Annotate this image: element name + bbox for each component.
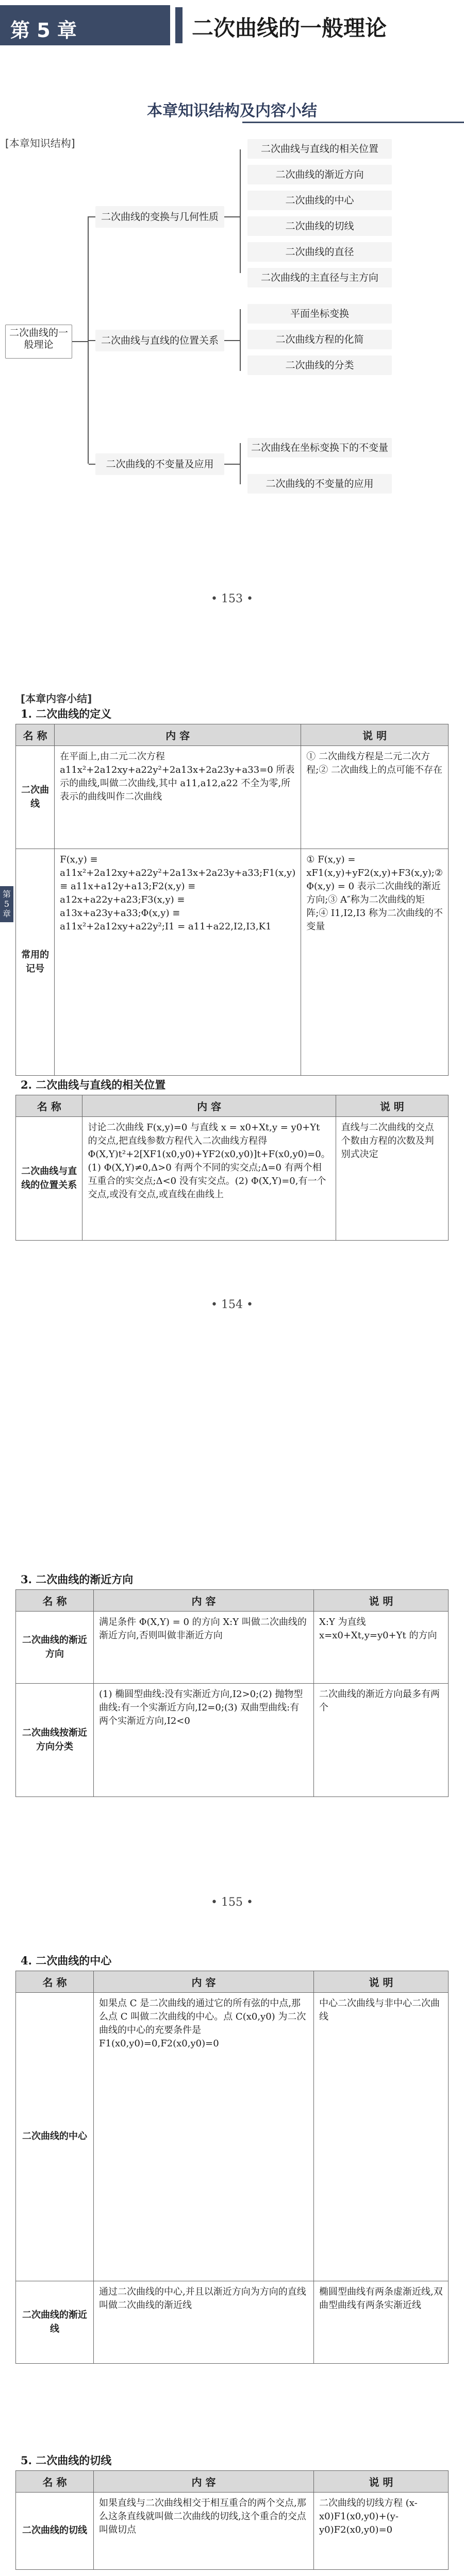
col-header: 名 称 — [16, 1590, 94, 1612]
col-header: 内 容 — [82, 1095, 336, 1117]
map-leaf: 二次曲线方程的化简 — [247, 330, 392, 349]
summary-tag: [本章内容小结] — [21, 692, 92, 705]
table-row — [16, 849, 449, 1076]
table-asymptotic — [15, 1589, 449, 1797]
row-name: 二次曲线的渐近方向 — [16, 1612, 94, 1684]
row-content: 在平面上,由二元二次方程 a11x²+2a12xy+a22y²+2a13x+2a23y+a33=0 所表示的曲线,叫做二次曲线,其中 a11,a12,a22 不全为零,所表示的曲线叫作二次曲线 — [55, 746, 301, 849]
col-header: 内 容 — [55, 724, 301, 746]
col-header: 说 明 — [314, 1971, 449, 1993]
table-row — [16, 746, 449, 849]
map-mid-2: 二次曲线与直线的位置关系 — [95, 330, 224, 351]
map-connector — [224, 340, 240, 341]
map-connector — [89, 216, 95, 217]
col-header: 说 明 — [301, 724, 449, 746]
map-connector — [240, 443, 241, 484]
section-5-title: 5. 二次曲线的切线 — [21, 2454, 112, 2467]
table-tangent — [15, 2470, 449, 2570]
row-content: (1) 椭圆型曲线:没有实渐近方向,I2>0;(2) 抛物型曲线:有一个实渐近方向,I2=0;(3) 双曲型曲线:有两个实渐近方向,I2<0 — [94, 1684, 314, 1797]
summary-rule — [242, 122, 464, 123]
map-connector — [240, 149, 241, 273]
map-connector — [224, 216, 240, 217]
row-content: 如果点 C 是二次曲线的通过它的所有弦的中点,那么点 C 叫做二次曲线的中心。点 C(x0,y0) 为二次曲线的中心的充要条件是 F1(x0,y0)=0,F2(x0,y0)=0 — [94, 1993, 314, 2281]
section-2-title: 2. 二次曲线与直线的相关位置 — [21, 1078, 166, 1091]
page-number: • 153 • — [211, 592, 253, 605]
map-mid-3: 二次曲线的不变量及应用 — [95, 453, 224, 475]
table-center — [15, 1971, 449, 2364]
table-row — [16, 1684, 449, 1797]
row-content: 通过二次曲线的中心,并且以渐近方向为方向的直线叫做二次曲线的渐近线 — [94, 2281, 314, 2364]
row-note: ① 二次曲线方程是二元二次方程;② 二次曲线上的点可能不存在 — [301, 746, 449, 849]
page-number: • 155 • — [211, 1896, 253, 1909]
row-name: 二次曲线的中心 — [16, 1993, 94, 2281]
col-header: 说 明 — [314, 2471, 449, 2493]
section-1-title: 1. 二次曲线的定义 — [21, 707, 112, 720]
table-row — [16, 1993, 449, 2281]
col-header: 说 明 — [314, 1590, 449, 1612]
col-header: 名 称 — [16, 2471, 94, 2493]
section-3-title: 3. 二次曲线的渐近方向 — [21, 1573, 134, 1586]
chapter-number-box — [0, 5, 170, 45]
map-leaf: 平面坐标变换 — [247, 304, 392, 324]
table-row — [16, 2493, 449, 2570]
table-row — [16, 1612, 449, 1684]
table-definition — [15, 724, 449, 1076]
map-connector — [72, 341, 88, 342]
section-4-title: 4. 二次曲线的中心 — [21, 1954, 112, 1967]
table-header-row — [16, 1971, 449, 1993]
row-note: X:Y 为直线 x=x0+Xt,y=y0+Yt 的方向 — [314, 1612, 449, 1684]
map-root: 二次曲线的一般理论 — [5, 325, 72, 359]
map-connector — [89, 340, 95, 341]
row-content: 如果直线与二次曲线相交于相互重合的两个交点,那么这条直线就叫做二次曲线的切线,这个重合的交点叫做切点 — [94, 2493, 314, 2570]
table-header-row — [16, 1095, 449, 1117]
map-connector — [224, 464, 240, 465]
map-connector — [89, 464, 95, 465]
map-leaf: 二次曲线与直线的相关位置 — [247, 139, 392, 159]
col-header: 说 明 — [336, 1095, 448, 1117]
row-name: 二次曲线 — [16, 746, 55, 849]
map-leaf: 二次曲线的不变量的应用 — [247, 474, 392, 494]
col-header: 名 称 — [16, 1095, 82, 1117]
map-connector — [240, 309, 241, 371]
chapter-number: 第 5 章 — [10, 19, 77, 42]
page-number: • 154 • — [211, 1298, 253, 1311]
chapter-side-tab: 第5章 — [0, 886, 13, 922]
col-header: 内 容 — [94, 1590, 314, 1612]
table-row — [16, 2281, 449, 2364]
chapter-header — [0, 0, 464, 49]
chapter-title: 二次曲线的一般理论 — [192, 15, 387, 41]
map-leaf: 二次曲线的渐近方向 — [247, 165, 392, 184]
table-header-row — [16, 724, 449, 746]
row-content: F(x,y) ≡ a11x²+2a12xy+a22y²+2a13x+2a23y+a33;F1(x,y) ≡ a11x+a12y+a13;F2(x,y) ≡ a12x+a22y+a23;F3(x,y) ≡ a13x+a23y+a33;Φ(x,y) ≡ a11x²+2a12xy+a22y²;I1 = a11+a22,I2,I3,K1 — [55, 849, 301, 1076]
map-leaf: 二次曲线的分类 — [247, 355, 392, 375]
chapter-title-bar — [175, 7, 183, 43]
map-leaf: 二次曲线的切线 — [247, 216, 392, 236]
table-position — [15, 1095, 449, 1241]
row-note: 椭圆型曲线有两条虚渐近线,双曲型曲线有两条实渐近线 — [314, 2281, 449, 2364]
row-name: 二次曲线的切线 — [16, 2493, 94, 2570]
row-content: 讨论二次曲线 F(x,y)=0 与直线 x = x0+Xt,y = y0+Yt 的交点,把直线参数方程代入二次曲线方程得 Φ(X,Y)t²+2[XF1(x0,y0)+YF2(x0,y0)]t+F(x0,y0)=0。(1) Φ(X,Y)≠0,Δ>0 有两个不同的实交点;Δ=0 有两个相互重合的实交点;Δ<0 没有实交点。(2) Φ(X,Y)=0,有一个交点,或没有交点,或直线在曲线上 — [82, 1117, 336, 1241]
row-name: 常用的记号 — [16, 849, 55, 1076]
row-note: 二次曲线的渐近方向最多有两个 — [314, 1684, 449, 1797]
map-mid-1: 二次曲线的变换与几何性质 — [95, 206, 224, 228]
map-leaf: 二次曲线的直径 — [247, 242, 392, 262]
map-leaf: 二次曲线的中心 — [247, 191, 392, 210]
map-leaf: 二次曲线在坐标变换下的不变量 — [247, 438, 392, 457]
map-leaf: 二次曲线的主直径与主方向 — [247, 268, 392, 287]
col-header: 名 称 — [16, 724, 55, 746]
structure-tag: [本章知识结构] — [5, 137, 75, 149]
table-header-row — [16, 1590, 449, 1612]
col-header: 内 容 — [94, 2471, 314, 2493]
row-name: 二次曲线按渐近方向分类 — [16, 1684, 94, 1797]
table-row — [16, 1117, 449, 1241]
table-header-row — [16, 2471, 449, 2493]
row-name: 二次曲线的渐近线 — [16, 2281, 94, 2364]
row-note: 中心二次曲线与非中心二次曲线 — [314, 1993, 449, 2281]
row-note: ① F(x,y) = xF1(x,y)+yF2(x,y)+F3(x,y);② Φ(x,y) = 0 表示二次曲线的渐近方向;③ A″称为二次曲线的矩阵;④ I1,I2,I3 称为二次曲线的不变量 — [301, 849, 449, 1076]
col-header: 内 容 — [94, 1971, 314, 1993]
row-note: 二次曲线的切线方程 (x-x0)F1(x0,y0)+(y-y0)F2(x0,y0)=0 — [314, 2493, 449, 2570]
row-content: 满足条件 Φ(X,Y) = 0 的方向 X:Y 叫做二次曲线的渐近方向,否则叫做非渐近方向 — [94, 1612, 314, 1684]
row-name: 二次曲线与直线的位置关系 — [16, 1117, 82, 1241]
col-header: 名 称 — [16, 1971, 94, 1993]
summary-title: 本章知识结构及内容小结 — [147, 102, 317, 120]
row-note: 直线与二次曲线的交点个数由方程的次数及判别式决定 — [336, 1117, 448, 1241]
